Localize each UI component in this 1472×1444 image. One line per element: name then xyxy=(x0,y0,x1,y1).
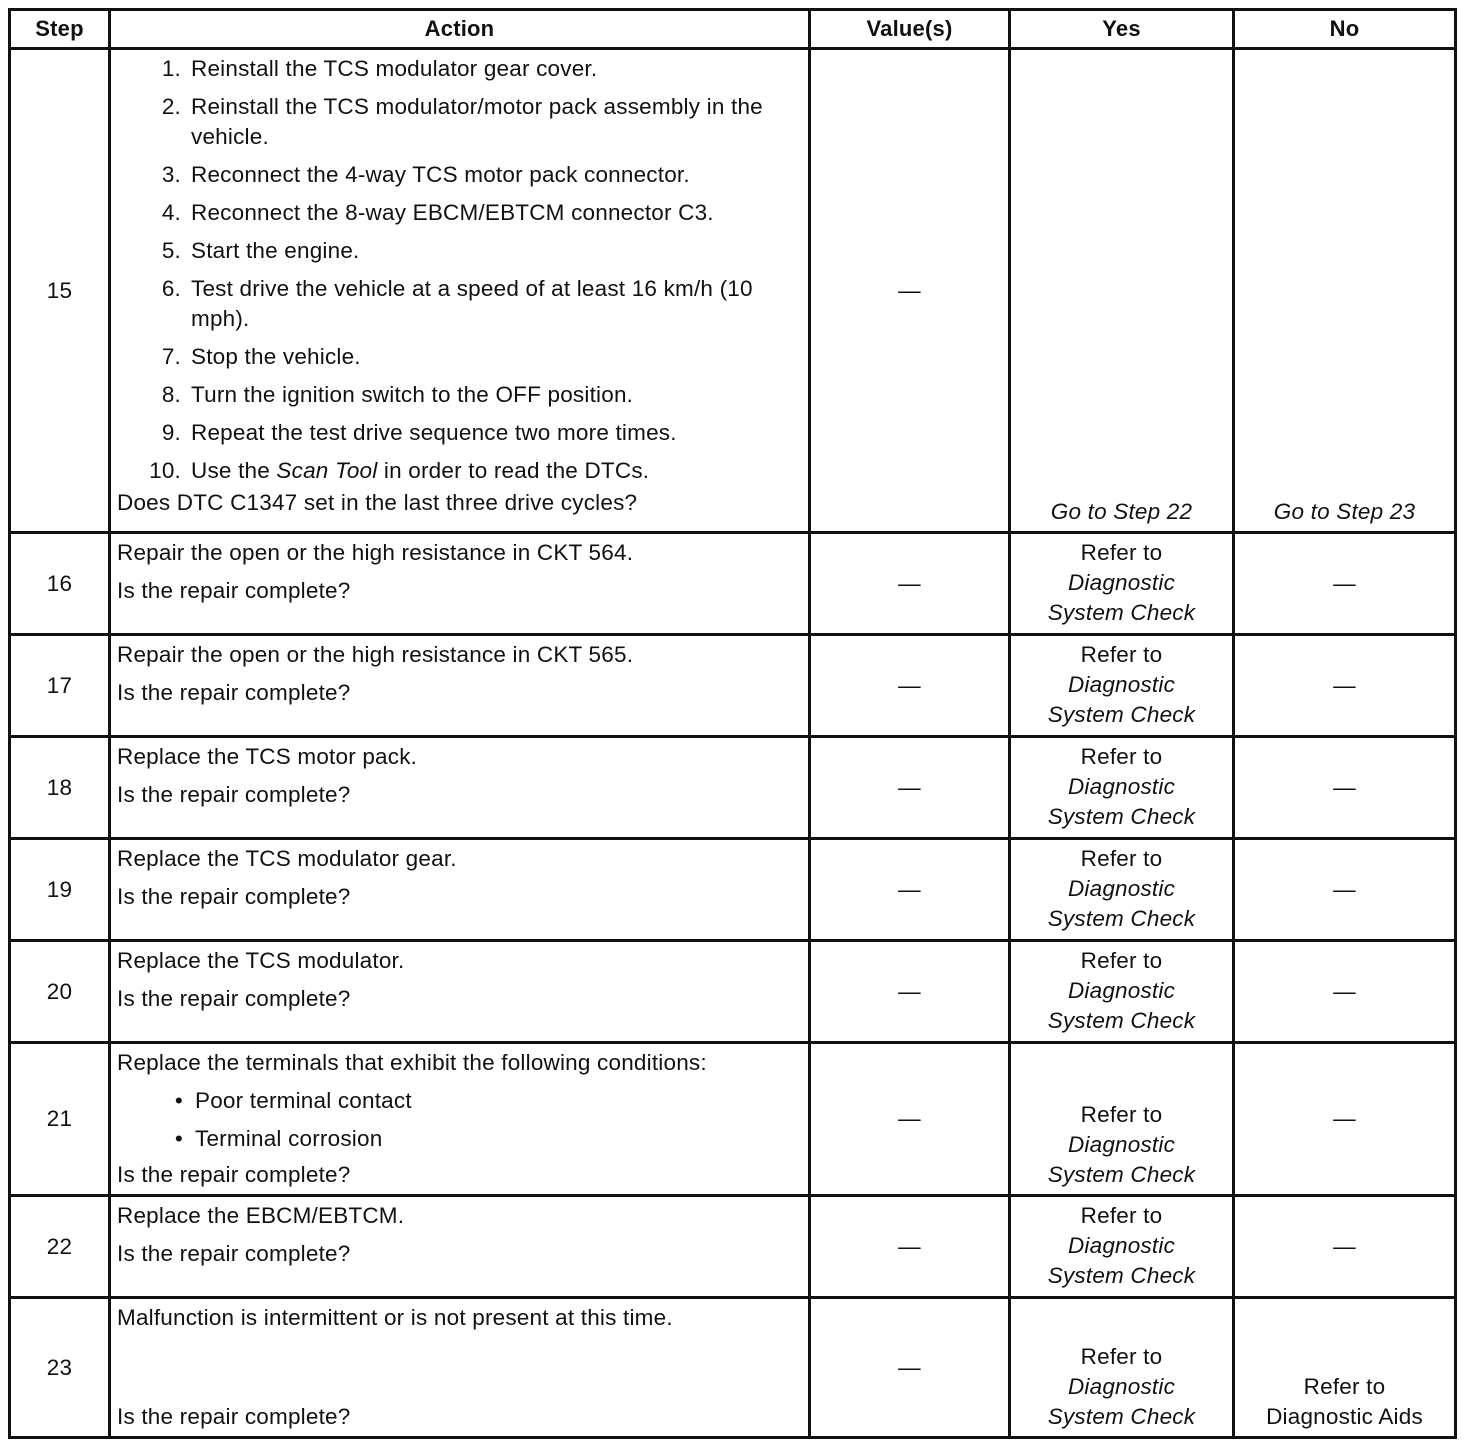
yes-link[interactable]: Go to Step 22 xyxy=(1050,499,1193,524)
yes-link[interactable]: Refer to Diagnostic System Check xyxy=(1047,540,1196,625)
no-cell: — xyxy=(1234,635,1456,737)
no-cell: — xyxy=(1234,1196,1456,1298)
no-cell: — xyxy=(1234,1043,1456,1196)
yes-link[interactable]: Refer to Diagnostic System Check xyxy=(1047,948,1196,1033)
yes-cell xyxy=(1010,1196,1234,1298)
action-text: Repair the open or the high resistance in CKT 565. xyxy=(117,642,634,667)
step-number: 18 xyxy=(10,737,110,839)
table-row xyxy=(10,635,1456,737)
question-text: Is the repair complete? xyxy=(117,782,351,807)
question-text: Is the repair complete? xyxy=(117,578,351,603)
action-cell xyxy=(110,49,810,533)
diagnostic-table xyxy=(8,8,1457,1439)
action-text: Malfunction is intermittent or is not present at this time. xyxy=(117,1305,673,1330)
action-text: Replace the TCS motor pack. xyxy=(117,744,418,769)
yes-cell xyxy=(1010,941,1234,1043)
step-number: 16 xyxy=(10,533,110,635)
table-row xyxy=(10,1043,1456,1196)
action-cell xyxy=(110,839,810,941)
table-row xyxy=(10,1298,1456,1438)
action-cell xyxy=(110,635,810,737)
action-cell xyxy=(110,941,810,1043)
list-item: 8. Turn the ignition switch to the OFF position. xyxy=(161,382,634,407)
yes-link[interactable]: Refer to Diagnostic System Check xyxy=(1047,846,1196,931)
yes-cell xyxy=(1010,635,1234,737)
step-number: 22 xyxy=(10,1196,110,1298)
list-item: 6. Test drive the vehicle at a speed of at least 16 km/h (10 mph). xyxy=(161,276,753,331)
question-text: Is the repair complete? xyxy=(117,986,351,1011)
question-text: Is the repair complete? xyxy=(117,884,351,909)
yes-cell xyxy=(1010,1298,1234,1438)
header-yes: Yes xyxy=(1010,10,1234,49)
no-cell: — xyxy=(1234,533,1456,635)
action-text: Replace the TCS modulator. xyxy=(117,948,405,973)
value-cell: — xyxy=(810,737,1010,839)
list-item: • Poor terminal contact xyxy=(174,1088,412,1113)
list-item: 9. Repeat the test drive sequence two more times. xyxy=(161,420,677,445)
action-cell xyxy=(110,533,810,635)
table-row xyxy=(10,1196,1456,1298)
procedure-list xyxy=(117,54,802,486)
value-cell: — xyxy=(810,1196,1010,1298)
header-step: Step xyxy=(10,10,110,49)
no-cell: — xyxy=(1234,737,1456,839)
question-text: Is the repair complete? xyxy=(117,680,351,705)
value-cell: — xyxy=(810,533,1010,635)
list-item: 4. Reconnect the 8-way EBCM/EBTCM connector C3. xyxy=(161,200,714,225)
action-cell xyxy=(110,737,810,839)
yes-link[interactable]: Refer to Diagnostic System Check xyxy=(1047,744,1196,829)
action-text: Repair the open or the high resistance in CKT 564. xyxy=(117,540,634,565)
page xyxy=(8,8,1454,1439)
yes-link[interactable]: Refer to Diagnostic System Check xyxy=(1047,1203,1196,1288)
yes-cell xyxy=(1010,839,1234,941)
step-number: 19 xyxy=(10,839,110,941)
value-cell: — xyxy=(810,941,1010,1043)
no-link[interactable]: Refer to Diagnostic Aids xyxy=(1266,1374,1423,1429)
question-text: Does DTC C1347 set in the last three drive cycles? xyxy=(117,490,638,515)
action-cell xyxy=(110,1043,810,1196)
header-no: No xyxy=(1234,10,1456,49)
yes-cell xyxy=(1010,737,1234,839)
list-item: 1. Reinstall the TCS modulator gear cover. xyxy=(161,56,598,81)
step-number: 15 xyxy=(10,49,110,533)
no-cell: — xyxy=(1234,839,1456,941)
yes-cell xyxy=(1010,1043,1234,1196)
header-row xyxy=(10,10,1456,49)
table-row xyxy=(10,839,1456,941)
yes-link[interactable]: Refer to Diagnostic System Check xyxy=(1047,1344,1196,1429)
question-text: Is the repair complete? xyxy=(117,1404,351,1429)
yes-cell xyxy=(1010,533,1234,635)
value-cell: — xyxy=(810,1298,1010,1438)
value-cell: — xyxy=(810,49,1010,533)
no-cell: — xyxy=(1234,941,1456,1043)
list-item: 5. Start the engine. xyxy=(161,238,360,263)
table-row xyxy=(10,941,1456,1043)
action-text: Replace the TCS modulator gear. xyxy=(117,846,457,871)
action-cell xyxy=(110,1196,810,1298)
step-number: 21 xyxy=(10,1043,110,1196)
list-item: • Terminal corrosion xyxy=(174,1126,383,1151)
value-cell: — xyxy=(810,1043,1010,1196)
no-link[interactable]: Go to Step 23 xyxy=(1273,499,1416,524)
action-text: Replace the terminals that exhibit the following conditions: xyxy=(117,1050,707,1075)
table-row xyxy=(10,533,1456,635)
header-action: Action xyxy=(110,10,810,49)
value-cell: — xyxy=(810,839,1010,941)
table-row xyxy=(10,49,1456,533)
condition-list xyxy=(117,1086,802,1154)
scan-tool-term: Scan Tool xyxy=(276,458,378,483)
action-text: Replace the EBCM/EBTCM. xyxy=(117,1203,405,1228)
header-values: Value(s) xyxy=(810,10,1010,49)
yes-link[interactable]: Refer to Diagnostic System Check xyxy=(1047,642,1196,727)
yes-link[interactable]: Refer to Diagnostic System Check xyxy=(1047,1102,1196,1187)
question-text: Is the repair complete? xyxy=(117,1241,351,1266)
list-item: 2. Reinstall the TCS modulator/motor pack assembly in the vehicle. xyxy=(161,94,763,149)
step-number: 20 xyxy=(10,941,110,1043)
list-item: 3. Reconnect the 4-way TCS motor pack connector. xyxy=(161,162,690,187)
no-cell xyxy=(1234,49,1456,533)
list-item: 10. Use the Scan Tool in order to read the DTCs. xyxy=(149,458,650,483)
list-item: 7. Stop the vehicle. xyxy=(161,344,361,369)
question-text: Is the repair complete? xyxy=(117,1162,351,1187)
value-cell: — xyxy=(810,635,1010,737)
step-number: 17 xyxy=(10,635,110,737)
action-cell xyxy=(110,1298,810,1438)
yes-cell xyxy=(1010,49,1234,533)
no-cell xyxy=(1234,1298,1456,1438)
step-number: 23 xyxy=(10,1298,110,1438)
table-row xyxy=(10,737,1456,839)
